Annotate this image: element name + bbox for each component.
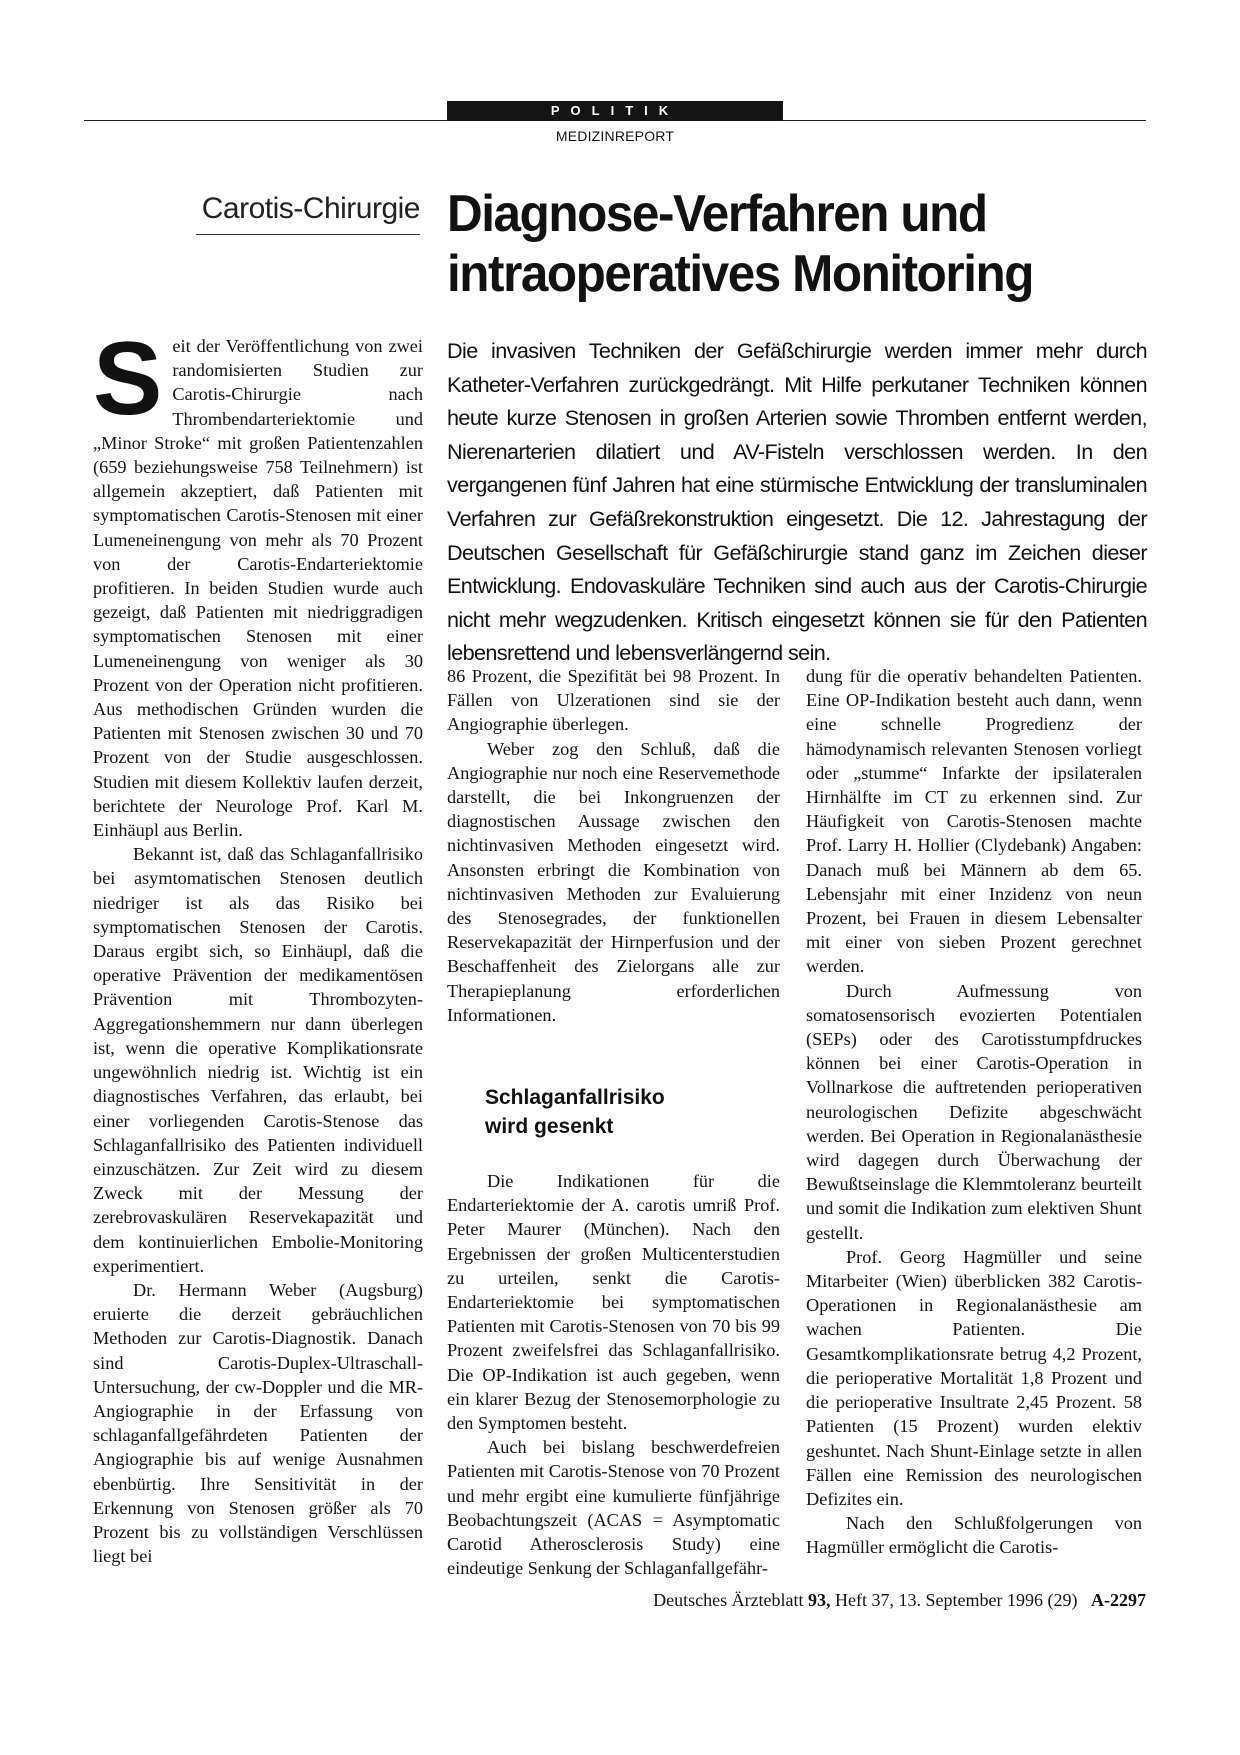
subheading (485, 1083, 780, 1141)
column-1 (93, 321, 423, 1568)
paragraph: Die Indikationen für die Endarteriektomie der A. carotis umriß Prof. Peter Maurer (München). Nach den Ergebnissen der großen Multicenterstudien zu urteilen, senkt die Carotis-Endarteriektomie bei symptomatischen Patienten mit Carotis-Stenosen von 70 bis 99 Prozent zweifelsfrei das Schlaganfallrisiko. Die OP-Indikation ist auch gegeben, wenn ein klarer Bezug der Stenosemorphologie zu den Symptomen besteht. (447, 1171, 780, 1434)
paragraph: Nach den Schlußfolgerungen von Hagmüller ermöglicht die Carotis- (806, 1513, 1142, 1558)
footer-page-number: A-2297 (1091, 1590, 1146, 1610)
headline-line-2: intraoperatives Monitoring (447, 245, 1034, 303)
paragraph: 86 Prozent, die Spezifität bei 98 Prozent. In Fällen von Ulzerationen sind sie der Angiographie überlegen. (447, 666, 780, 735)
subheading-line-1: Schlaganfallrisiko (485, 1086, 665, 1110)
headline-line-1: Diagnose-Verfahren und (447, 185, 987, 243)
subsection-label: MEDIZINREPORT (555, 128, 675, 144)
paragraph: Auch bei bislang beschwerdefreien Patienten mit Carotis-Stenose von 70 Prozent und mehr ergibt eine kumulierte fünfjährige Beobachtungszeit (ACAS = Asymptomatic Carotid Atherosclerosis Study) eine eindeutige Senkung der Schlaganfallgefähr- (447, 1437, 780, 1579)
paragraph: Bekannt ist, daß das Schlaganfallrisiko bei asymtomatischen Stenosen deutlich niedriger ist als das Risiko bei symptomatischen Stenosen der Carotis. Daraus ergibt sich, so Einhäupl, daß die operative Prävention der medikamentösen Prävention mit Thrombozyten-Aggregationshemmern nur dann überlegen ist, wenn die operative Komplikationsrate ungewöhnlich niedrig ist. Wichtig ist ein diagnostisches Verfahren, das erlaubt, bei einer vorliegenden Carotis-Stenose das Schlaganfallrisiko des Patienten individuell einzuschätzen. Zur Zeit wird zu diesem Zweck mit der Messung der zerebrovaskulären Reservekapazität und dem kontinuierlichen Embolie-Monitoring experimentiert. (93, 844, 423, 1276)
page-footer (653, 1590, 1146, 1611)
paragraph: Durch Aufmessung von somatosensorisch evozierten Potentialen (SEPs) oder des Carotisstumpfdruckes können bei einer Carotis-Operation in Vollnarkose die auftretenden perioperativen neurologischen Defizite abgeschwächt werden. Bei Operation in Regionalanästhesie wird dagegen durch Überwachung der Bewußtseinslage die Klemmtoleranz beurteilt und somit die Indikation zum elektiven Shunt gestellt. (806, 980, 1142, 1243)
dropcap: S (93, 321, 163, 437)
paragraph (93, 321, 423, 842)
lede: Die invasiven Techniken der Gefäßchirurgie werden immer mehr durch Katheter-Verfahren zurückgedrängt. Mit Hilfe perkutaner Techniken können heute kurze Stenosen in großen Arterien sowie Thromben entfernt werden, Nierenarterien dilatiert und AV-Fisteln verschlossen werden. In den vergangenen fünf Jahren hat eine stürmische Entwicklung der transluminalen Verfahren zur Gefäßrekonstruktion eingesetzt. Die 12. Jahrestagung der Deutschen Gesellschaft für Gefäßchirurgie stand ganz im Zeichen dieser Entwicklung. Endovaskuläre Techniken sind auch aus der Carotis-Chirurgie nicht mehr wegzudenken. Kritisch eingesetzt können sie für den Patienten lebensrettend und lebensverlängernd sein. (447, 338, 1147, 666)
column-3 (806, 664, 1142, 1560)
headline (447, 184, 1112, 304)
column-2 (447, 664, 780, 1581)
kicker-rule (196, 234, 420, 235)
paragraph: Prof. Georg Hagmüller und seine Mitarbeiter (Wien) überblicken 382 Carotis-Operationen in Regionalanästhesie am wachen Patienten. Die Gesamtkomplikationsrate betrug 4,2 Prozent, die perioperative Mortalität 1,8 Prozent und die perioperative Insultrate 2,45 Prozent. 58 Patienten (15 Prozent) wurden elektiv geshuntet. Nach Shunt-Einlage setzte in allen Fällen eine Remission des neurologischen Defizites ein. (806, 1246, 1142, 1509)
paragraph-text: eit der Veröffentlichung von zwei randomisierten Studien zur Carotis-Chirurgie nach Thrombendarteriektomie und „Minor Stroke“ mit großen Patientenzahlen (659 beziehungsweise 758 Teilnehmern) ist allgemein akzeptiert, daß Patienten mit symptomatischen Carotis-Stenosen mit einer Lumeneinengung von mehr als 70 Prozent von der Carotis-Endarteriektomie profitieren. In beiden Studien wurde auch gezeigt, daß Patienten mit niedriggradigen symptomatischen Stenosen mit einer Lumeneinengung von weniger als 30 Prozent von der Operation nicht profitieren. Aus methodischen Gründen wurden die Patienten mit Stenosen zwischen 30 und 70 Prozent von der Studie ausgeschlossen. Studien mit diesem Kollektiv laufen derzeit, berichtete der Neurologe Prof. Karl M. Einhäupl aus Berlin. (93, 336, 423, 841)
paragraph: Weber zog den Schluß, daß die Angiographie nur noch eine Reservemethode darstellt, die bei Inkongruenzen der diagnostischen Aussage zwischen den nichtinvasiven Methoden eingesetzt wird. Ansonsten erbringt die Kombination von nichtinvasiven Methoden zur Evaluierung des Stenosegrades, der funktionellen Reservekapazität der Hirnperfusion und der Beschaffenheit des Zielorgans alle zur Therapieplanung erforderlichen Informationen. (447, 738, 780, 1025)
section-label: POLITIK (447, 101, 783, 121)
subheading-line-2: wird gesenkt (485, 1115, 614, 1139)
paragraph: Dr. Hermann Weber (Augsburg) eruierte die derzeit gebräuchlichen Methoden zur Carotis-Diagnostik. Danach sind Carotis-Duplex-Ultraschall-Untersuchung, der cw-Doppler und die MR-Angiographie in der Erfassung von schlaganfallgefährdeten Patienten der Angiographie bis auf wenige Ausnahmen ebenbürtig. Ihre Sensitivität in der Erkennung von Stenosen größer als 70 Prozent bis zu vollständigen Verschlüssen liegt bei (93, 1279, 423, 1567)
footer-issue-date: Heft 37, 13. September 1996 (29) (835, 1590, 1078, 1610)
kicker: Carotis-Chirurgie (201, 192, 420, 225)
footer-volume: 93, (808, 1590, 831, 1610)
paragraph: dung für die operativ behandelten Patienten. Eine OP-Indikation besteht auch dann, wenn eine schnelle Progredienz der hämodynamisch relevanten Stenosen vorliegt oder „stumme“ Infarkte der ipsilateralen Hirnhälfte im CT zu erkennen sind. Zur Häufigkeit von Carotis-Stenosen machte Prof. Larry H. Hollier (Clydebank) Angaben: Danach muß bei Männern ab dem 65. Lebensjahr mit einer Inzidenz von neun Prozent, bei Frauen in diesem Lebensalter mit einer von sieben Prozent gerechnet werden. (806, 666, 1142, 977)
footer-journal: Deutsches Ärzteblatt (653, 1590, 804, 1610)
